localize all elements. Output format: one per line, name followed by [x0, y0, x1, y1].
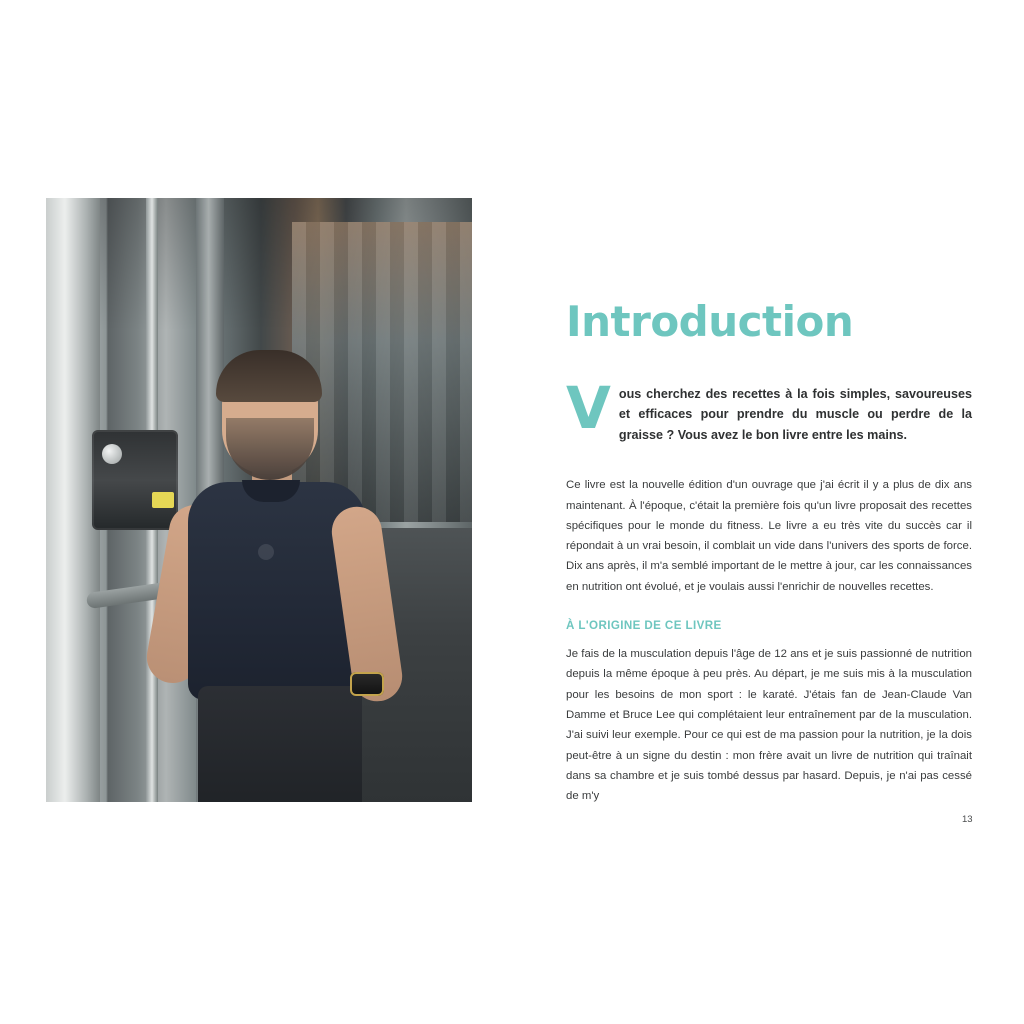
- drop-cap: V: [566, 374, 611, 443]
- photo-person-hair: [216, 350, 322, 402]
- photo-person-pants: [198, 686, 362, 802]
- gym-photo-image: [46, 198, 472, 802]
- photo-person: [164, 356, 414, 802]
- page-title: Introduction: [566, 297, 854, 346]
- body-paragraph-1: Ce livre est la nouvelle édition d'un ouvrage que j'ai écrit il y a plus de dix ans maintenant. À l'époque, c'était la première fois qu'un livre proposait des recettes spécifiques pour le monde du fitness. Le livre a eu très vite du succès car il répondait à un vrai besoin, il comblait un vide dans l'univers des sports de force. Dix ans après, il m'a semblé important de le mettre à jour, car les connaissances en nutrition ont évolué, et je voulais aussi l'enrichir de nouvelles recettes.: [566, 479, 972, 593]
- lede-text: ous cherchez des recettes à la fois simples, savoureuses et efficaces pour prendre du muscle ou perdre de la graisse ? Vous avez le bon livre entre les mains.: [618, 387, 972, 442]
- article-content: [566, 297, 972, 828]
- section-heading: À L'ORIGINE DE CE LIVRE: [566, 619, 722, 633]
- photo-person-beard: [226, 418, 314, 480]
- lede-paragraph: [566, 374, 972, 445]
- photo-person-watch: [350, 672, 384, 696]
- body-paragraph-2: Je fais de la musculation depuis l'âge de 12 ans et je suis passionné de nutrition depuis la même époque à peu près. Au départ, je me suis mis à la musculation pour les besoins de mon sport : le karaté. J'étais fan de Jean-Claude Van Damme et Bruce Lee qui complétaient leur entraînement par de la musculation. J'ai suivi leur exemple. Pour ce qui est de ma passion pour la nutrition, je la dois peut-être à un signe du destin : mon frère avait un livre de nutrition qui traînait dans sa chambre et je suis tombé dessus par hasard. Depuis, je n'ai pas cessé de m'y: [566, 648, 972, 803]
- photo-figure: [46, 198, 472, 802]
- page-number: 13: [962, 814, 973, 825]
